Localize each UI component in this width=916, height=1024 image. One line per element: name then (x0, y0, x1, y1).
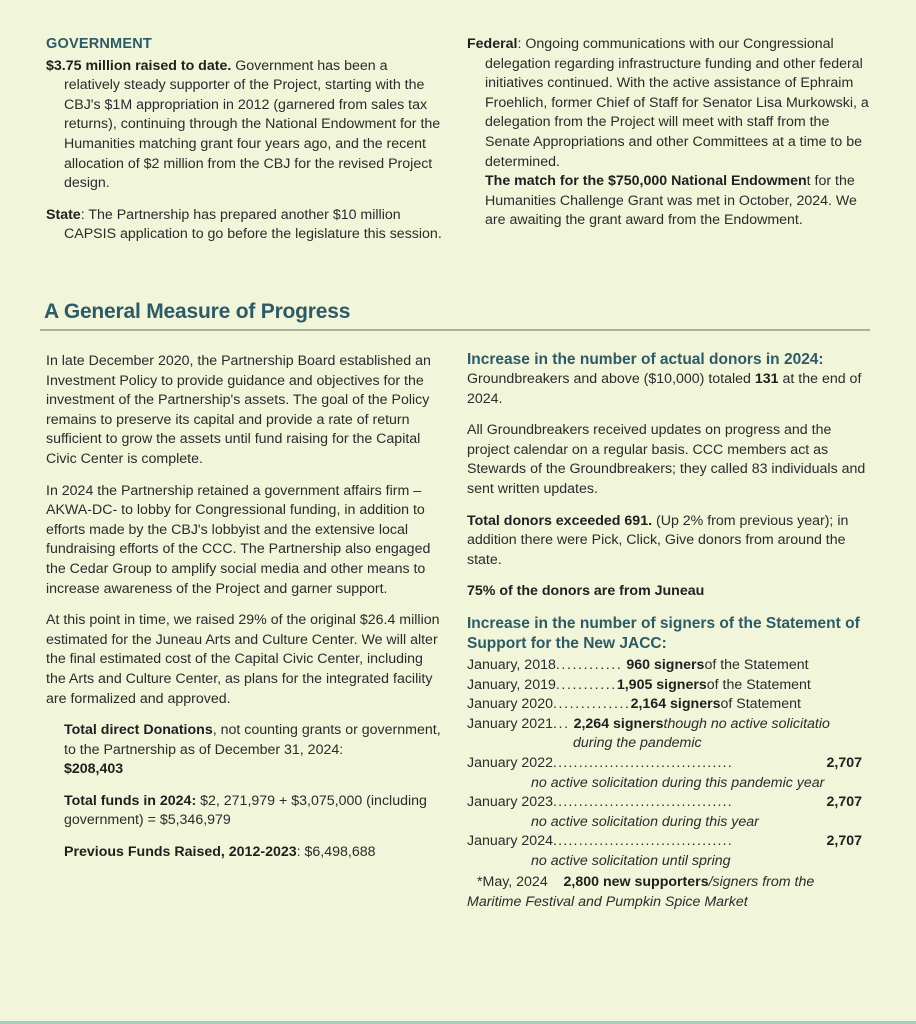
section-divider (40, 329, 870, 331)
timeline-suffix: of the Statement (704, 656, 809, 673)
federal-column (467, 35, 877, 231)
government-heading: GOVERNMENT (46, 36, 152, 52)
groundbreakers-paragraph (467, 370, 872, 409)
timeline-may-text: /signers from the Maritime Festival and Pumpkin Spice Market (467, 874, 815, 911)
donations-text: , not counting grants or government, to the Partnership as of December 31, 2024: (64, 722, 441, 758)
timeline-dots: ................................... (552, 754, 733, 771)
funds-bold: Total funds in 2024: (64, 792, 197, 809)
timeline-value: 2,164 signers (630, 696, 721, 713)
groundbreakers-text-b: at the end of 2024. (467, 371, 862, 407)
timeline-dots: ................................... (552, 794, 733, 811)
timeline-row (467, 676, 862, 696)
donations-paragraph (64, 721, 446, 780)
federal-label: Federal (467, 36, 518, 52)
match-bold: The match for the $750,000 National Endowmen (485, 173, 807, 190)
government-raised-bold: $3.75 million raised to date. (46, 57, 232, 74)
timeline-value: 1,905 signers (616, 676, 707, 693)
total-donors-paragraph (467, 512, 872, 571)
lobby-paragraph: In 2024 the Partnership retained a government affairs firm – AKWA-DC- to lobby for Congressional funding, in addition to efforts made by the CBJ's lobbyist and the extensive local fundraising efforts of the CCC. The Partnership also engaged the Cedar Group to amplify social media and other means to increase awareness of the Project and garner support. (46, 482, 431, 597)
government-column (46, 35, 446, 245)
timeline-date: January 2021 (467, 715, 553, 732)
donors-heading: Increase in the number of actual donors in 2024: (467, 351, 824, 368)
signers-timeline (467, 656, 862, 913)
timeline-date: January 2023 (467, 794, 553, 811)
timeline-suffix: of Statement (720, 696, 801, 713)
state-paragraph (46, 206, 446, 245)
total-donors-bold: Total donors exceeded 691. (467, 512, 653, 529)
timeline-note: no active solicitation until spring (531, 852, 731, 869)
timeline-date: January, 2019 (467, 676, 556, 693)
percent-raised-paragraph: At this point in time, we raised 29% of the original $26.4 million estimated for the Juneau Arts and Culture Center. We will alter the final estimated cost of the Capital Civic Center, including the Arts and Culture Center, as plans for the integrated facility are formalized and approved. (46, 612, 440, 707)
timeline-row (467, 656, 862, 676)
timeline-row (467, 754, 862, 793)
timeline-dots: ........... (555, 676, 617, 693)
timeline-note: during the pandemic (573, 735, 702, 752)
progress-left-column (46, 352, 446, 863)
timeline-may-row (467, 873, 862, 912)
updates-paragraph: All Groundbreakers received updates on progress and the project calendar on a regular basis. CCC members act as Stewards of the Groundbreakers; they called 83 individuals and sent written updates. (467, 422, 866, 497)
timeline-value: 960 signers (626, 656, 705, 673)
signers-heading: Increase in the number of signers of the Statement of Support for the New JACC: (467, 614, 860, 652)
previous-funds-paragraph (64, 843, 446, 863)
timeline-may-date: *May, 2024 (477, 874, 548, 891)
groundbreakers-value: 131 (754, 371, 779, 387)
match-paragraph (467, 172, 877, 231)
timeline-date: January 2022 (467, 754, 553, 771)
timeline-value: 2,707 (826, 794, 862, 811)
investment-policy-paragraph: In late December 2020, the Partnership Board established an Investment Policy to provide guidance and objectives for the investment of the Partnership's assets. The goal of the Policy remains to preserve its capital and provide a rate of return sufficient to grow the assets until fund raising for the Capital Civic Center is complete. (46, 353, 431, 467)
juneau-donors: 75% of the donors are from Juneau (467, 583, 705, 600)
totals-block (46, 721, 446, 863)
timeline-suffix: of the Statement (706, 676, 811, 693)
timeline-date: January 2020 (467, 696, 553, 713)
match-text: t for the Humanities Challenge Grant was met in October, 2024. We are awaiting the grant award from the Endowment. (485, 173, 857, 229)
timeline-row (467, 832, 862, 871)
government-raised-paragraph (46, 57, 446, 194)
timeline-value: 2,707 (826, 833, 862, 850)
timeline-dots: .............. (552, 696, 631, 713)
timeline-note: no active solicitation during this pandemic year (531, 774, 825, 791)
total-donors-text: (Up 2% from previous year); in addition there were Pick, Click, Give donors from around the state. (467, 512, 849, 568)
timeline-date: January 2024 (467, 833, 553, 850)
state-label: State (46, 206, 81, 223)
donations-bold: Total direct Donations (64, 722, 213, 739)
funds-paragraph (64, 792, 446, 831)
timeline-row (467, 695, 862, 715)
timeline-dots: ................................... (552, 833, 733, 850)
federal-text: : Ongoing communications with our Congressional delegation regarding infrastructure funding and other federal initiatives continued. With the active assistance of Ephraim Froehlich, former Chief of Staff for Senator Lisa Murkowski, a delegation from the Project will meet with staff from the Senate Appropriations and other Committees at a time to be determined. (485, 36, 869, 170)
timeline-dots: ............ (555, 656, 623, 673)
section-title: A General Measure of Progress (44, 300, 351, 323)
timeline-value: 2,264 signers (573, 715, 664, 732)
state-text: : The Partnership has prepared another $10 million CAPSIS application to go before the legislature this session. (64, 206, 442, 243)
groundbreakers-text-a: Groundbreakers and above ($10,000) totaled (467, 371, 755, 387)
timeline-dots: ... (552, 715, 570, 732)
timeline-note: no active solicitation during this year (531, 813, 759, 830)
timeline-row (467, 793, 862, 832)
previous-funds-text: : $6,498,688 (296, 844, 376, 861)
government-raised-text: Government has been a relatively steady supporter of the Project, starting with the CBJ's $1M appropriation in 2012 (garnered from sales tax returns), continuing through the National Endowment for the Humanities matching grant four years ago, and the recent allocation of $2 million from the CBJ for the revised Project design. (64, 57, 441, 192)
federal-paragraph (467, 35, 877, 172)
timeline-date: January, 2018 (467, 656, 556, 673)
donations-value: $208,403 (64, 761, 124, 778)
timeline-suffix: though no active solicitatio (663, 715, 830, 732)
timeline-row (467, 715, 862, 754)
funds-text: $2, 271,979 + $3,075,000 (including government) = $5,346,979 (64, 792, 427, 829)
timeline-may-value: 2,800 new supporters (563, 874, 709, 891)
timeline-value: 2,707 (826, 754, 862, 771)
progress-right-column (467, 350, 872, 913)
previous-funds-bold: Previous Funds Raised, 2012-2023 (64, 844, 297, 861)
